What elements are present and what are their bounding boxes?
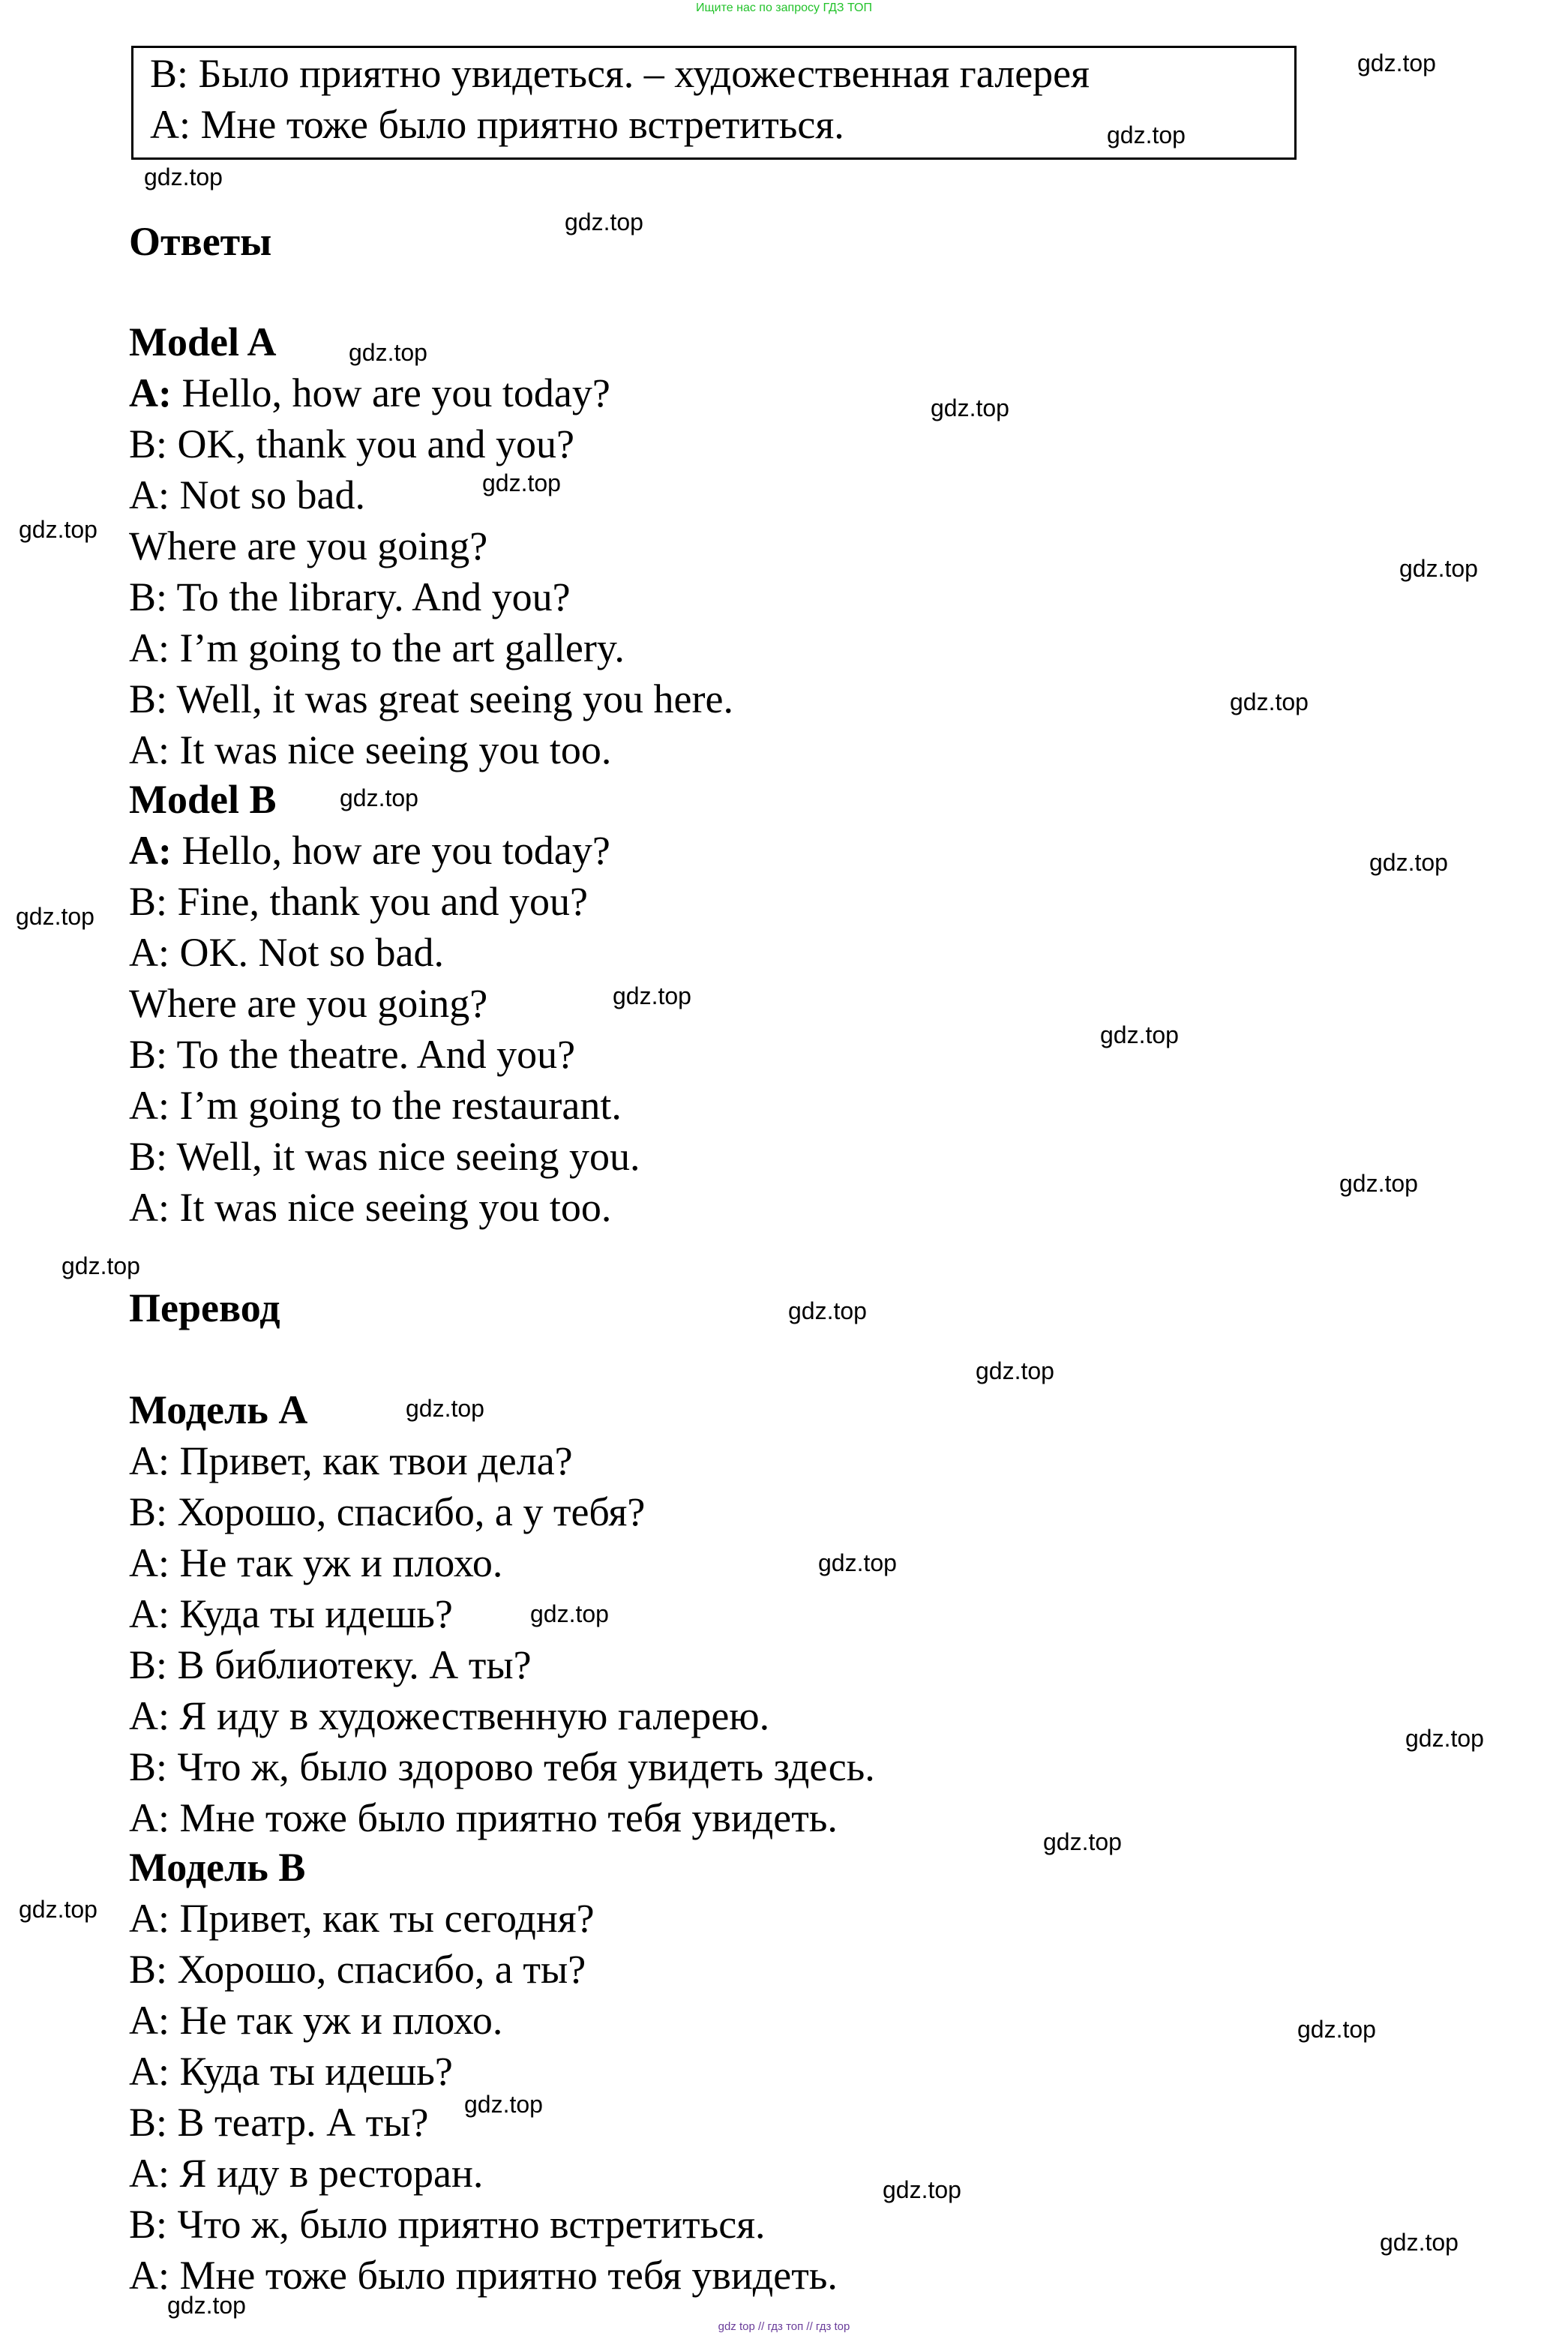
watermark: gdz.top xyxy=(19,516,97,543)
watermark: gdz.top xyxy=(349,339,427,366)
model-b-ru-line: B: В театр. А ты? xyxy=(129,2100,429,2145)
model-a-ru-line: B: Хорошо, спасибо, а у тебя? xyxy=(129,1489,646,1534)
box-line-2: A: Мне тоже было приятно встретиться. xyxy=(150,102,844,147)
watermark: gdz.top xyxy=(1230,688,1309,715)
model-a-ru-line: A: Мне тоже было приятно тебя увидеть. xyxy=(129,1795,838,1840)
model-a-ru-line: A: Куда ты идешь? xyxy=(129,1591,453,1636)
watermark: gdz.top xyxy=(883,2176,961,2203)
model-b-line: B: To the theatre. And you? xyxy=(129,1032,576,1077)
model-b-ru-line: A: Не так уж и плохо. xyxy=(129,1998,503,2043)
model-a-heading: Model A xyxy=(129,319,277,364)
model-a-ru-line: B: Что ж, было здорово тебя увидеть здесь. xyxy=(129,1744,875,1789)
model-a-ru-line: A: Не так уж и плохо. xyxy=(129,1540,503,1585)
watermark: gdz.top xyxy=(1405,1725,1484,1752)
model-a-ru-line: A: Я иду в художественную галерею. xyxy=(129,1693,770,1738)
line-text: Hello, how are you today? xyxy=(171,370,610,415)
watermark: gdz.top xyxy=(976,1357,1054,1384)
speaker-prefix: A: xyxy=(129,828,172,873)
model-b-ru-line: A: Куда ты идешь? xyxy=(129,2049,453,2094)
watermark: gdz.top xyxy=(1380,2229,1459,2256)
watermark: gdz.top xyxy=(818,1549,897,1576)
watermark: gdz.top xyxy=(931,394,1009,421)
watermark: gdz.top xyxy=(61,1252,140,1279)
watermark: gdz.top xyxy=(1043,1828,1122,1855)
watermark: gdz.top xyxy=(464,2091,543,2118)
line-text: Hello, how are you today? xyxy=(171,828,610,873)
model-a-line: A: It was nice seeing you too. xyxy=(129,727,612,772)
model-a-ru-line: B: В библиотеку. А ты? xyxy=(129,1642,532,1687)
model-b-line: B: Well, it was nice seeing you. xyxy=(129,1134,640,1179)
watermark: gdz.top xyxy=(613,982,691,1009)
watermark: gdz.top xyxy=(1107,121,1186,148)
answers-heading: Ответы xyxy=(129,219,272,264)
model-b-heading: Model B xyxy=(129,777,277,822)
watermark: gdz.top xyxy=(19,1896,97,1923)
model-b-line: A: I’m going to the restaurant. xyxy=(129,1083,622,1128)
model-b-ru-heading: Модель B xyxy=(129,1845,306,1890)
watermark: gdz.top xyxy=(1339,1170,1418,1197)
model-b-ru-line: A: Я иду в ресторан. xyxy=(129,2151,484,2196)
model-a-line xyxy=(129,367,610,418)
watermark: gdz.top xyxy=(788,1297,867,1324)
model-b-line: B: Fine, thank you and you? xyxy=(129,879,588,924)
model-a-line: Where are you going? xyxy=(129,523,488,568)
model-a-line: A: Not so bad. xyxy=(129,472,365,517)
watermark: gdz.top xyxy=(1369,849,1448,876)
watermark: gdz.top xyxy=(406,1395,484,1422)
model-b-ru-line: B: Хорошо, спасибо, а ты? xyxy=(129,1947,586,1992)
translation-heading: Перевод xyxy=(129,1285,280,1330)
box-line-1: B: Было приятно увидеться. – художественная галерея xyxy=(150,51,1090,96)
speaker-prefix: A: xyxy=(129,370,172,415)
model-b-ru-line: B: Что ж, было приятно встретиться. xyxy=(129,2202,766,2247)
model-b-ru-line: A: Мне тоже было приятно тебя увидеть. xyxy=(129,2253,838,2298)
model-a-ru-line: A: Привет, как твои дела? xyxy=(129,1438,573,1483)
model-b-line: A: It was nice seeing you too. xyxy=(129,1185,612,1230)
watermark: gdz.top xyxy=(482,469,561,496)
model-a-ru-heading: Модель A xyxy=(129,1387,308,1432)
model-b-line: A: OK. Not so bad. xyxy=(129,930,444,975)
watermark: gdz.top xyxy=(340,784,418,811)
model-a-line: B: To the library. And you? xyxy=(129,574,571,619)
model-b-ru-line: A: Привет, как ты сегодня? xyxy=(129,1896,595,1941)
watermark: gdz.top xyxy=(1399,555,1478,582)
watermark: gdz.top xyxy=(1357,49,1436,76)
watermark: gdz.top xyxy=(1100,1021,1179,1048)
model-b-line: Where are you going? xyxy=(129,981,488,1026)
model-a-line: B: Well, it was great seeing you here. xyxy=(129,676,733,721)
model-a-line: B: OK, thank you and you? xyxy=(129,421,574,466)
watermark: gdz.top xyxy=(565,208,643,235)
watermark: gdz.top xyxy=(530,1600,609,1627)
top-search-note: Ищите нас по запросу ГДЗ ТОП xyxy=(696,1,872,14)
watermark: gdz.top xyxy=(167,2292,246,2319)
watermark: gdz.top xyxy=(144,163,223,190)
model-b-line xyxy=(129,825,610,876)
model-a-line: A: I’m going to the art gallery. xyxy=(129,625,625,670)
bottom-note: gdz top // гдз топ // гдз top xyxy=(718,2320,850,2333)
watermark: gdz.top xyxy=(16,903,94,930)
watermark: gdz.top xyxy=(1297,2016,1376,2043)
